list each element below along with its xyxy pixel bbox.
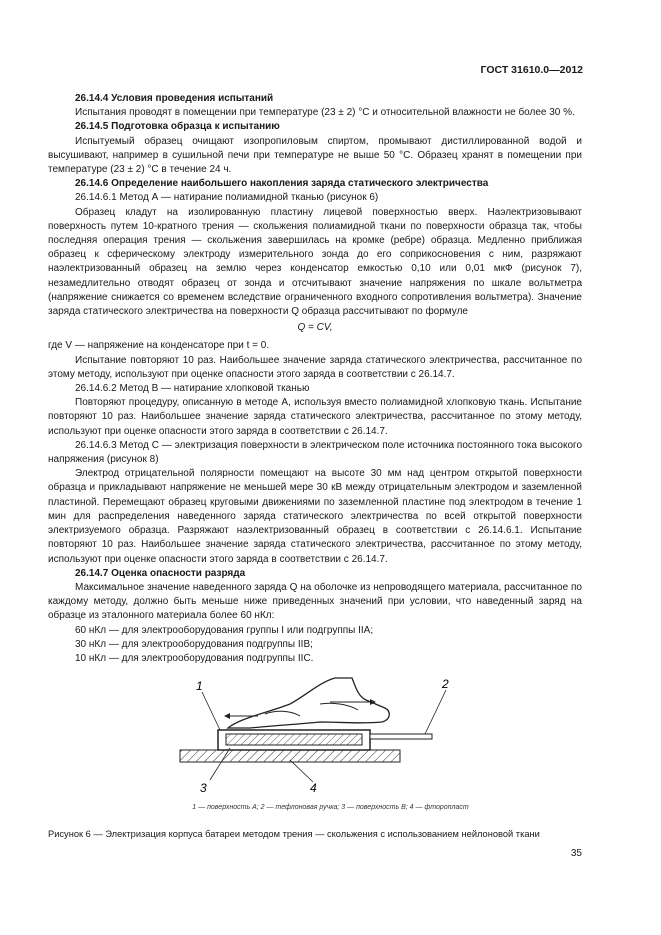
section-heading: 26.14.7 Оценка опасности разряда bbox=[75, 567, 246, 579]
paragraph: 60 нКл — для электрооборудования группы I или подгруппы IIA; bbox=[75, 624, 374, 636]
formula: Q = CV, bbox=[297, 322, 333, 334]
section-heading: 26.14.4 Условия проведения испытаний bbox=[75, 93, 274, 104]
paragraph: Повторяют процедуру, описанную в методе А, используя вместо полиамидной хлопковую ткань. Испытание повторяют 10 раз. Наибольшее значение заряда статического электричества, рассчитанное по этому методу, используют при оценке опасности этого заряда в соответствии с 26.14.7. bbox=[48, 397, 582, 437]
paragraph: 26.14.6.2 Метод В — натирание хлопковой тканью bbox=[75, 383, 310, 395]
teflon-handle bbox=[370, 734, 432, 739]
figure-6 bbox=[170, 660, 470, 800]
leader-1 bbox=[202, 692, 220, 730]
paragraph: Испытание повторяют 10 раз. Наибольшее значение заряда статического электричества, рассчитанное по этому методу, используют при оценке опасности этого заряда в соответствии с 26.14.7. bbox=[48, 354, 582, 380]
figure-label-1: 1 bbox=[196, 679, 203, 693]
body-text bbox=[48, 92, 582, 666]
paragraph: 26.14.6.3 Метод С — электризация поверхности в электрическом поле источника постоянного тока высокого напряжения (рисунок 8) bbox=[48, 439, 582, 466]
paragraph: 26.14.6.1 Метод А — натирание полиамидной тканью (рисунок 6) bbox=[75, 192, 379, 204]
paragraph: где V — напряжение на конденсаторе при t = 0. bbox=[48, 340, 270, 352]
paragraph: 30 нКл — для электрооборудования подгруппы IIB; bbox=[75, 638, 313, 650]
paragraph: Образец кладут на изолированную пластину лицевой поверхностью вверх. Наэлектризовывают поверхность путем 10-кратного трения — скольжения полиамидной ткани по поверхности образца так, чтобы последняя операция трения — скольжения завершилась на кромке (ребре) образца. Медленно приближая образец к сферическому электроду измерительного зонда до его соприкосновения с ним, разряжают наэлектризованный образец на землю через конденсатор емкостью 0,10 или 0,01 мкФ (рисунок 7), незамедлительно отводят образец от зонда и отсчитывают значение напряжения по шкале вольтметра (напряжение снижается со временем вследствие ограниченного входного сопротивления вольтметра). Значение заряда статического электричества на поверхности Q образца рассчитывают по формуле bbox=[48, 206, 582, 318]
section-heading: 26.14.5 Подготовка образца к испытанию bbox=[75, 121, 280, 133]
leader-4 bbox=[290, 760, 313, 782]
figure-label-4: 4 bbox=[310, 781, 317, 795]
paragraph: Испытуемый образец очищают изопропиловым спиртом, промывают дистиллированной водой и высушивают, например в сушильной печи при температуре не выше 50 °С. Образец хранят в помещении при температуре (23 ± 2) °С в течение 24 ч. bbox=[48, 135, 582, 176]
arrowhead-left bbox=[224, 713, 230, 719]
section-heading: 26.14.6 Определение наибольшего накопления заряда статического электричества bbox=[75, 178, 489, 190]
figure-legend: 1 — поверхность А; 2 — тефлоновая ручка; 3 — поверхность В; 4 — фторопласт bbox=[192, 804, 469, 811]
paragraph: Испытания проводят в помещении при температуре (23 ± 2) °С и относительной влажности не более 30 %. bbox=[75, 107, 575, 119]
hand bbox=[228, 678, 389, 728]
figure-label-3: 3 bbox=[200, 781, 207, 795]
sample-inner bbox=[226, 734, 362, 745]
leader-2 bbox=[425, 690, 446, 734]
figure-label-2: 2 bbox=[442, 677, 449, 691]
document-id: ГОСТ 31610.0—2012 bbox=[480, 64, 583, 76]
paragraph: 10 нКл — для электрооборудования подгруппы IIC. bbox=[75, 652, 314, 664]
figure-caption: Рисунок 6 — Электризация корпуса батареи методом трения — скольжения с использованием нейлоновой ткани bbox=[48, 829, 540, 839]
page-number: 35 bbox=[570, 848, 582, 859]
paragraph: Максимальное значение наведенного заряда Q на оболочке из непроводящего материала, рассчитанное по каждому методу, должно быть меньше ниже приведенных значений при условии, что наведенный заряд на образце из эталонного материала более 60 нКл: bbox=[48, 581, 582, 622]
paragraph: Электрод отрицательной полярности помещают на высоте 30 мм над центром открытой поверхности образца и прикладывают напряжение не меньшей мере 30 кВ между отрицательным электродом и заземленной пластиной. Перемещают образец круговыми движениями по заземленной пластине под электродом в течение 1 мин для распределения наведенного заряда статического электричества по всей открытой поверхности электризуемого образца. Разряжают наэлектризованный образец в соответствии с 26.14.6.1. Испытание повторяют 10 раз. Наибольшее значение заряда статического электричества, рассчитанное по этому методу, используют при оценке опасности этого заряда в соответствии с 26.14.7. bbox=[48, 468, 582, 565]
